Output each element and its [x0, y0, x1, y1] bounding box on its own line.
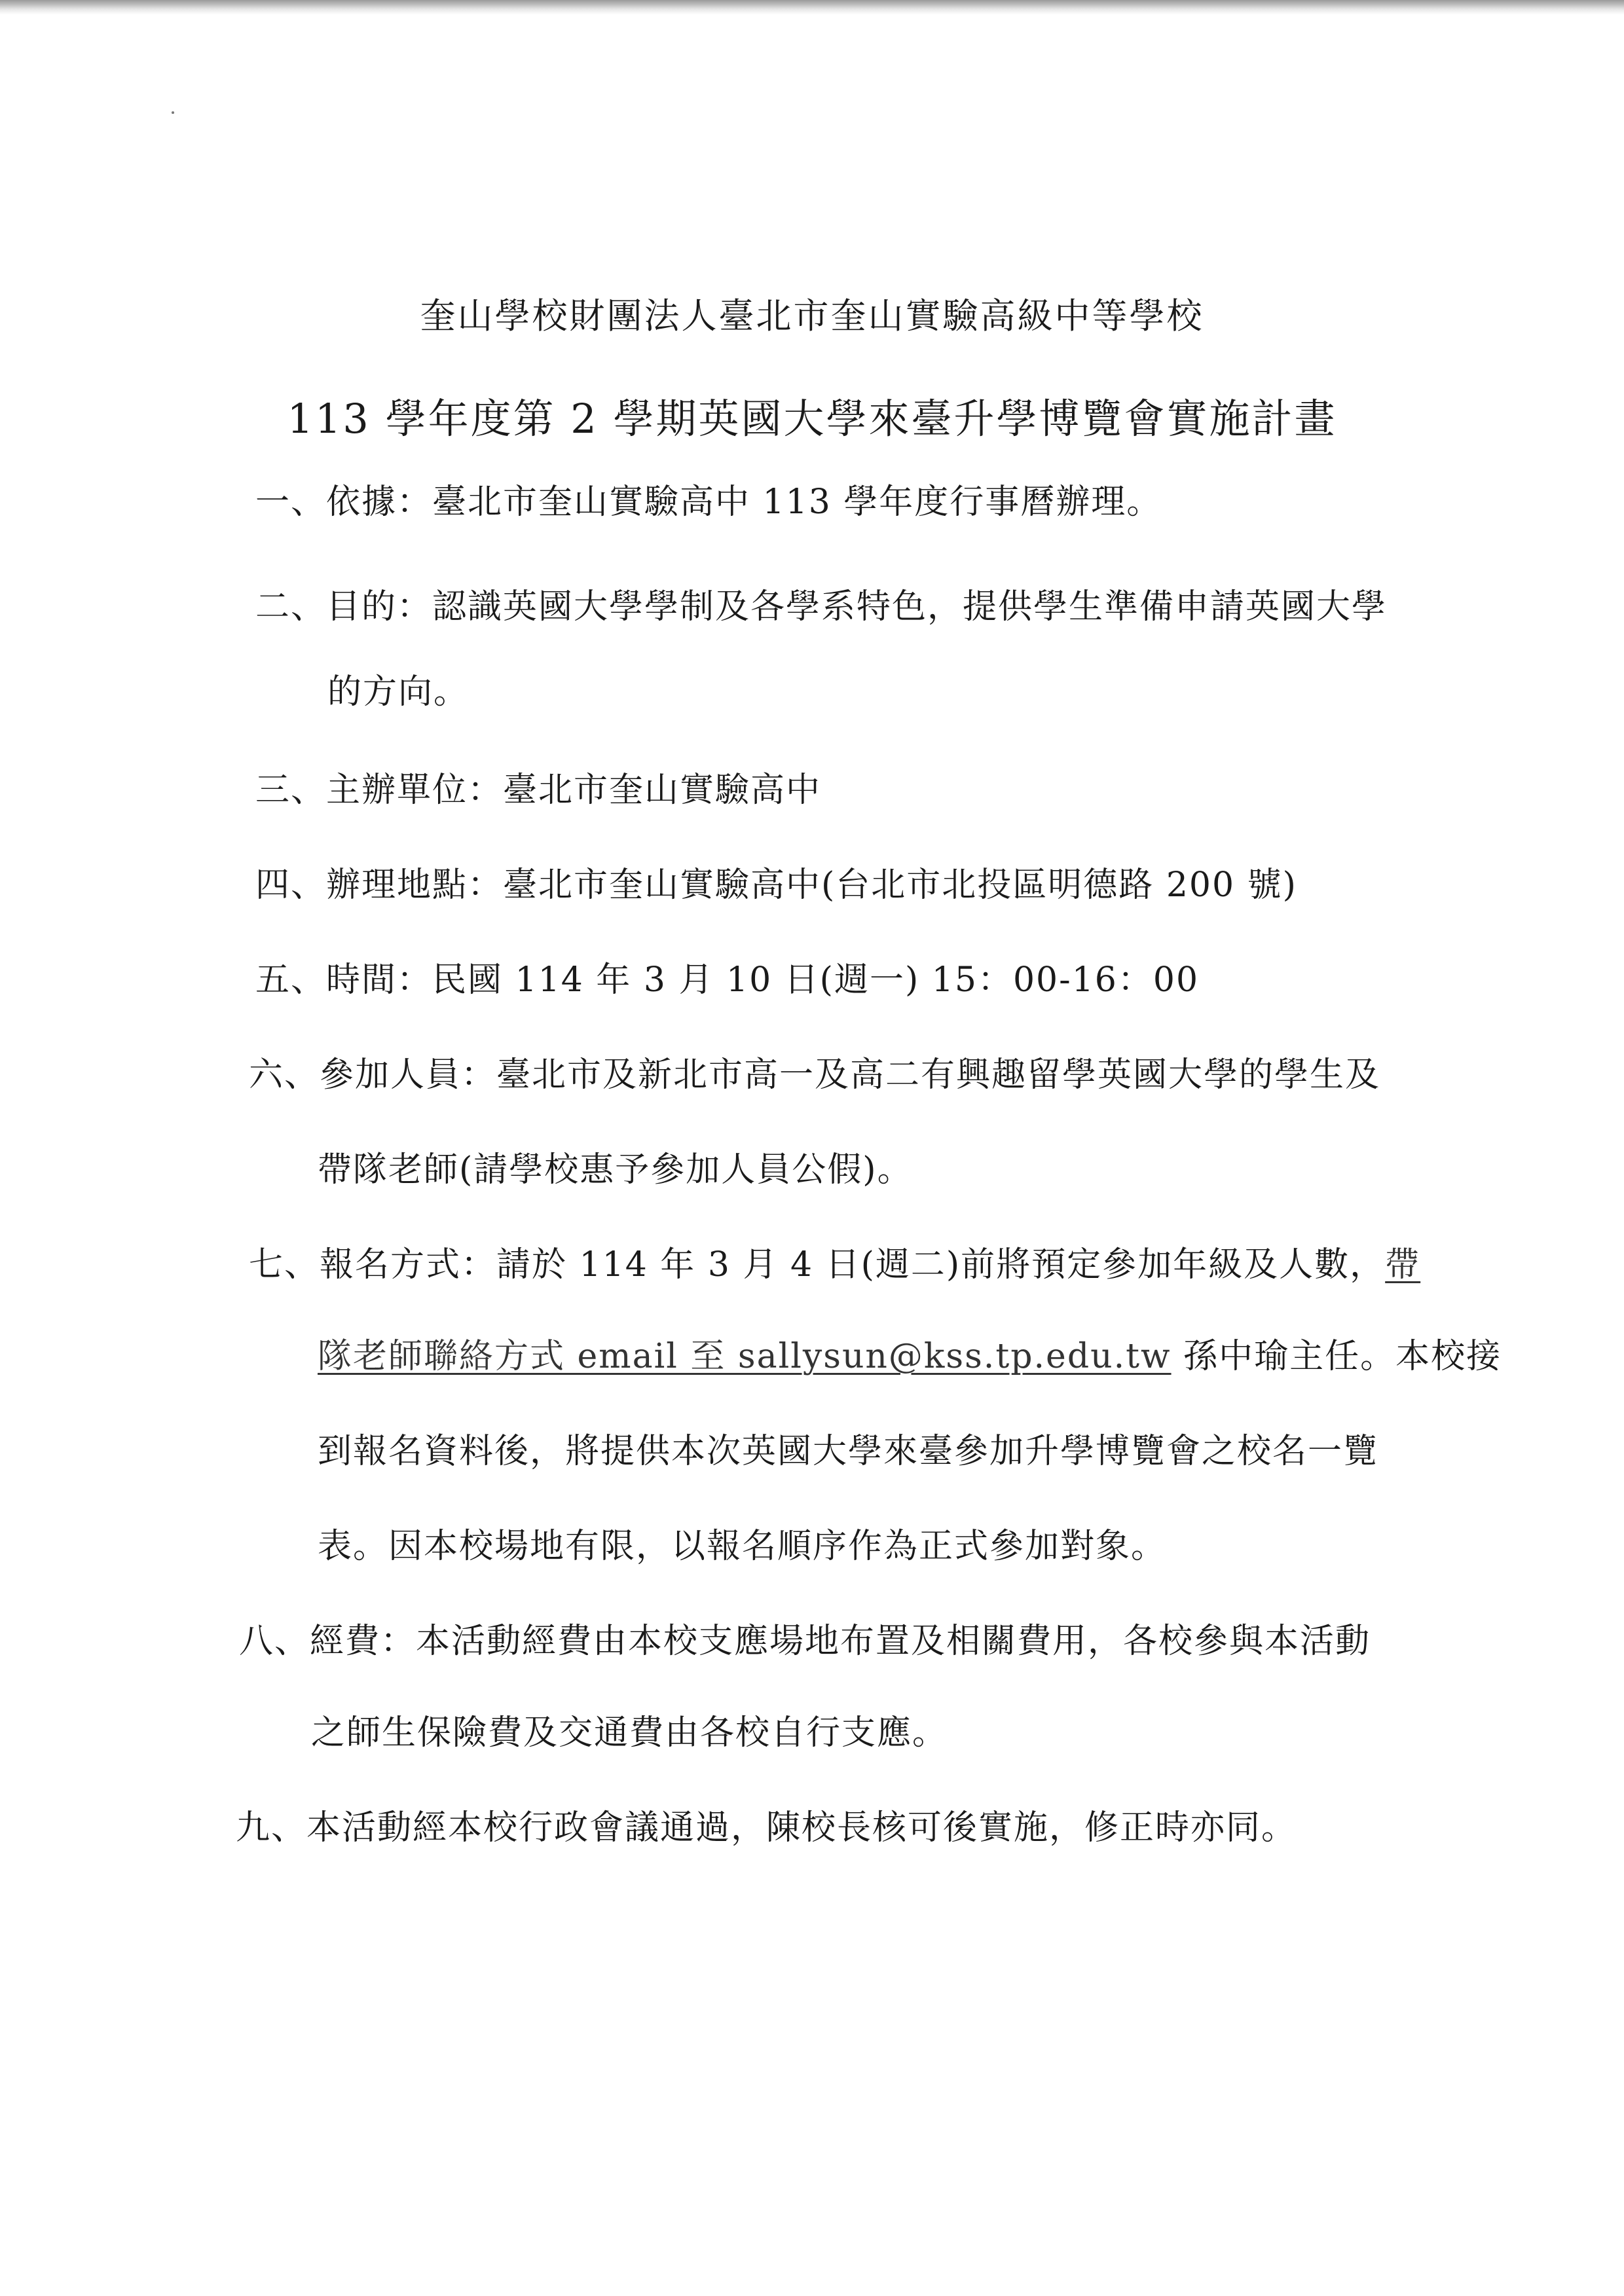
item-organizer: 三、主辦單位：臺北市奎山實驗高中: [255, 771, 822, 810]
item-funding-line-2: 之師生保險費及交通費由各校自行支應。: [311, 1713, 948, 1753]
registration-contact-text: 孫中瑜主任。本校接: [1171, 1337, 1502, 1376]
item-funding-line-1: 八、經費：本活動經費由本校支應場地布置及相關費用，各校參與本活動: [239, 1622, 1371, 1661]
item-purpose-line-2: 的方向。: [327, 672, 470, 712]
item-participants-line-1: 六、參加人員：臺北市及新北市高一及高二有興趣留學英國大學的學生及: [249, 1055, 1381, 1095]
scan-speck: [172, 111, 174, 114]
scan-edge: [0, 0, 1624, 14]
item-registration-line-4: 表。因本校場地有限，以報名順序作為正式參加對象。: [318, 1527, 1167, 1566]
registration-underlined-text: 帶: [1385, 1245, 1421, 1285]
item-venue: 四、辦理地點：臺北市奎山實驗高中(台北市北投區明德路 200 號): [255, 866, 1297, 905]
item-participants-line-2: 帶隊老師(請學校惠予參加人員公假)。: [318, 1150, 913, 1190]
item-registration-line-3: 到報名資料後，將提供本次英國大學來臺參加升學博覽會之校名一覽: [318, 1432, 1379, 1471]
item-approval: 九、本活動經本校行政會議通過，陳校長核可後實施，修正時亦同。: [236, 1808, 1297, 1848]
contact-email-link[interactable]: 隊老師聯絡方式 email 至 sallysun@kss.tp.edu.tw: [318, 1337, 1172, 1376]
item-basis: 一、依據：臺北市奎山實驗高中 113 學年度行事曆辦理。: [255, 483, 1162, 522]
document-title-line-1: 奎山學校財團法人臺北市奎山實驗高級中等學校: [420, 295, 1204, 337]
item-registration-line-2: [318, 1336, 1502, 1377]
document-title-line-2: 113 學年度第 2 學期英國大學來臺升學博覽會實施計畫: [287, 395, 1337, 443]
item-registration-line-1: [249, 1244, 1420, 1286]
item-time: 五、時間：民國 114 年 3 月 10 日(週一) 15：00-16：00: [255, 960, 1200, 1000]
registration-text: 七、報名方式：請於 114 年 3 月 4 日(週二)前將預定參加年級及人數，: [249, 1245, 1386, 1285]
item-purpose-line-1: 二、目的：認識英國大學學制及各學系特色，提供學生準備申請英國大學: [255, 587, 1388, 627]
